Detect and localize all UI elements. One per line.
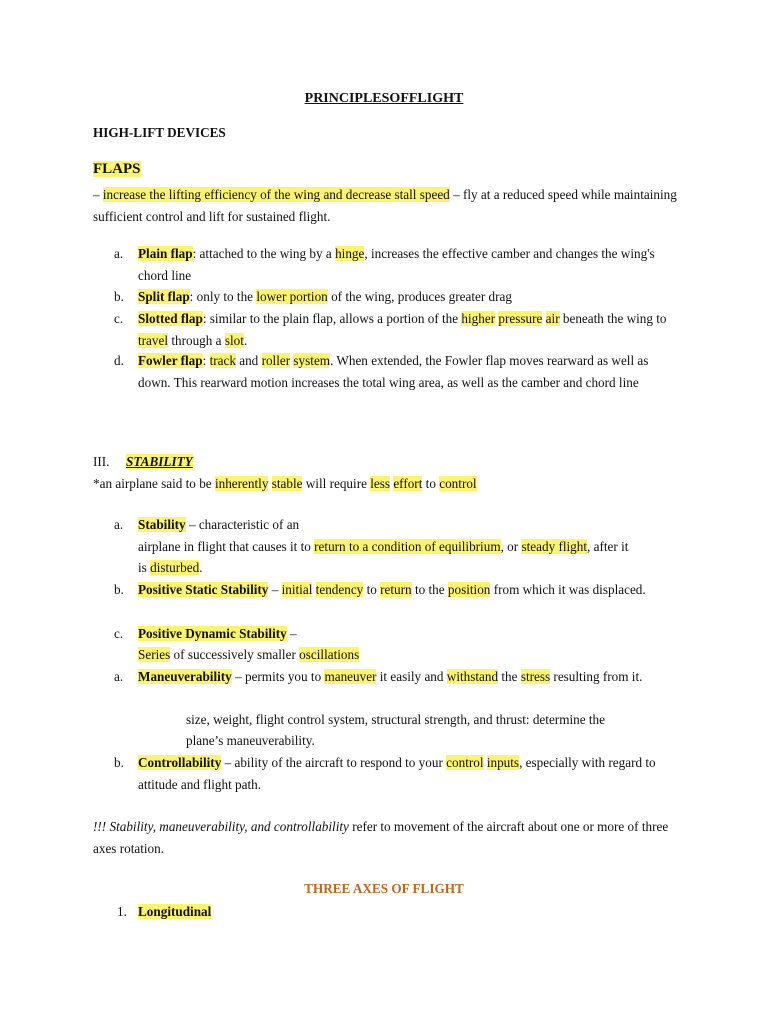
stability-numeral: III. <box>93 454 110 469</box>
highlight: stress <box>520 669 551 684</box>
text: – <box>268 582 282 597</box>
highlight: return to a condition of equilibrium <box>314 539 501 554</box>
highlight: hinge <box>335 246 365 261</box>
text: , increases the effective camber and changes the wing's chord line <box>138 246 655 283</box>
highlight: less <box>370 476 391 491</box>
list-item-plain-flap <box>138 243 678 286</box>
term: Stability <box>138 517 186 532</box>
list-item-stability-line3 <box>138 557 678 579</box>
term: Fowler flap <box>138 353 203 368</box>
list-marker: b. <box>114 582 124 597</box>
text: the <box>498 669 521 684</box>
text: to <box>363 582 381 597</box>
list-item-controllability <box>138 752 678 795</box>
text: through a <box>168 332 225 348</box>
highlight: position <box>447 582 491 597</box>
text: resulting from it. <box>550 669 643 684</box>
highlight: withstand <box>446 669 499 684</box>
intro-highlight: increase the lifting efficiency of the wing and decrease stall speed <box>102 187 450 202</box>
text: . <box>243 332 248 348</box>
list-marker: b. <box>114 755 124 770</box>
term: Slotted flap <box>138 311 203 326</box>
highlight: slot <box>224 332 244 348</box>
list-item-stability <box>138 514 678 536</box>
three-axes-title: THREE AXES OF FLIGHT <box>304 881 464 896</box>
highlight: effort <box>393 476 423 491</box>
list-marker: c. <box>114 311 124 326</box>
list-item-split-flap <box>138 286 678 308</box>
text: to the <box>411 582 448 597</box>
highlight: lower portion <box>256 289 328 304</box>
highlight: control <box>446 755 484 770</box>
text: – characteristic of an <box>185 517 300 532</box>
flaps-heading <box>93 159 141 181</box>
highlight: inputs <box>486 755 520 770</box>
list-marker: a. <box>114 246 124 261</box>
list-marker: d. <box>114 353 124 368</box>
text: , especially with regard to attitude and flight path. <box>138 755 656 792</box>
highlight: roller <box>261 353 291 368</box>
list-marker: a. <box>114 517 124 532</box>
list-item-fowler-flap <box>138 350 678 393</box>
list-item-stability-line2 <box>138 536 678 558</box>
term: Longitudinal <box>138 904 212 919</box>
text: . When extended, the Fowler flap moves rearward as well as down. This rearward motion increases the total wing area, as well as the camber and chord line <box>138 353 649 390</box>
stability-heading <box>126 451 193 473</box>
text: – <box>286 626 297 641</box>
term: Controllability <box>138 755 222 770</box>
list-item-positive-dynamic-stability-line2 <box>138 644 678 666</box>
highlight: track <box>209 353 236 368</box>
text: from which it was displaced. <box>490 582 646 597</box>
stability-heading-text: STABILITY <box>126 454 193 469</box>
text: – ability of the aircraft to respond to your <box>221 755 447 770</box>
highlight: air <box>545 311 560 326</box>
list-marker: a. <box>114 669 124 684</box>
text: beneath the wing to <box>559 311 667 326</box>
list-item-slotted-flap <box>138 308 678 351</box>
highlight: control <box>439 476 477 491</box>
highlight: tendency <box>315 582 364 597</box>
text: it easily and <box>376 669 447 684</box>
list-item-maneuverability <box>138 666 678 688</box>
text: , or <box>500 539 522 554</box>
highlight: return <box>380 582 412 597</box>
list-item-positive-static-stability <box>138 579 678 601</box>
text: . <box>199 560 203 575</box>
note-italic: !!! Stability, maneuverability, and controllability <box>93 819 349 834</box>
term: Positive Dynamic Stability <box>138 626 287 641</box>
text: : similar to the plain flap, allows a portion of the <box>202 311 462 326</box>
highlight: travel <box>138 332 169 348</box>
list-item-positive-dynamic-stability <box>138 623 678 645</box>
text: : only to the <box>189 289 257 304</box>
text: : attached to the wing by a <box>192 246 336 261</box>
highlight: inherently <box>214 476 269 491</box>
highlight: maneuver <box>324 669 377 684</box>
highlight: disturbed <box>150 560 200 575</box>
maneuverability-sub-line1: size, weight, flight control system, structural strength, and thrust: determine the <box>186 712 605 727</box>
flaps-heading-text: FLAPS <box>93 161 141 177</box>
axes-note <box>93 816 678 859</box>
list-marker: c. <box>114 626 124 641</box>
highlight: system <box>293 353 331 368</box>
list-marker: 1. <box>117 904 127 919</box>
text: of the wing, produces greater drag <box>327 289 512 304</box>
text: is <box>138 560 151 575</box>
text: , after it <box>587 539 629 554</box>
stability-intro <box>93 473 678 495</box>
text: *an airplane said to be <box>93 476 215 491</box>
note-rest: refer to movement of the aircraft about one or more of three axes rotation. <box>93 819 669 856</box>
term: Positive Static Stability <box>138 582 269 597</box>
text: – permits you to <box>231 669 325 684</box>
term: Split flap <box>138 289 190 304</box>
list-marker: b. <box>114 289 124 304</box>
text: : <box>202 353 210 368</box>
text: airplane in flight that causes it to <box>138 539 315 554</box>
maneuverability-sub-line2: plane’s maneuverability. <box>186 733 315 748</box>
intro-dash: – <box>93 187 103 202</box>
highlight: initial <box>281 582 313 597</box>
flaps-intro <box>93 184 678 227</box>
axis-item-longitudinal <box>138 901 211 923</box>
text: of successively smaller <box>170 647 300 662</box>
text: and <box>235 353 262 368</box>
page-title: PRINCIPLESOFFLIGHT <box>304 91 464 106</box>
term: Plain flap <box>138 246 193 261</box>
highlight: Series <box>138 647 171 662</box>
text: to <box>422 476 440 491</box>
intro-rest: – fly at a reduced speed while maintaining sufficient control and lift for sustained flight. <box>93 187 677 224</box>
highlight: oscillations <box>299 647 360 662</box>
highlight: steady flight <box>521 539 588 554</box>
term: Maneuverability <box>138 669 232 684</box>
highlight: higher <box>461 311 496 326</box>
highlight: stable <box>271 476 303 491</box>
text: will require <box>302 476 371 491</box>
section-heading-high-lift: HIGH-LIFT DEVICES <box>93 125 226 140</box>
highlight: pressure <box>498 311 543 326</box>
